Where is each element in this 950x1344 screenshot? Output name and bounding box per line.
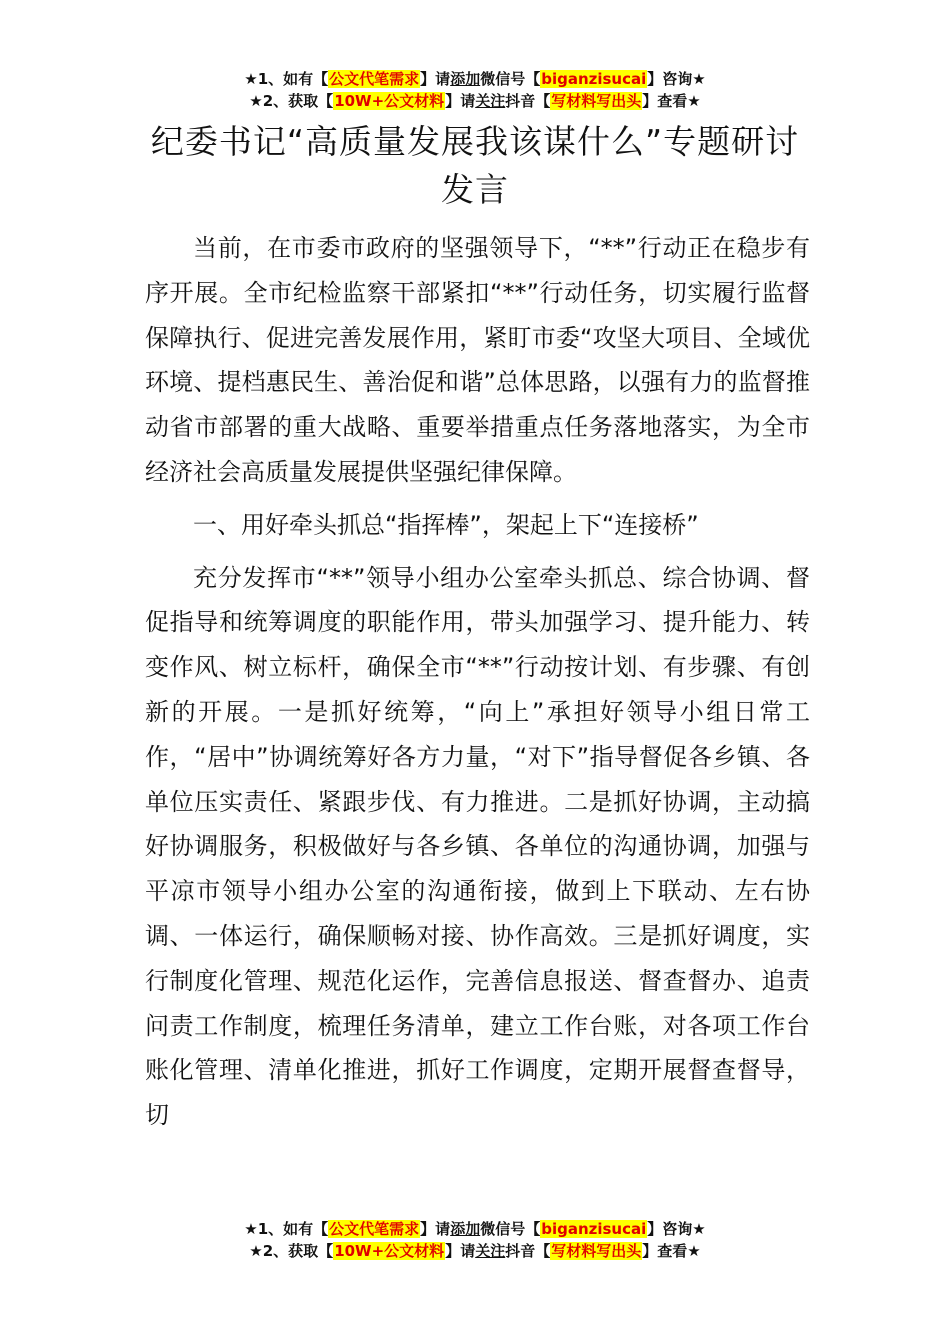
paragraph-intro: 当前，在市委市政府的坚强领导下，“**”行动正在稳步有序开展。全市纪检监察干部紧扣“**”行动任务，切实履行监督保障执行、促进完善发展作用，紧盯市委“攻坚大项目、全域优环境、提档惠民生、善治促和谐”总体思路，以强有力的监督推动省市部署的重大战略、重要举措重点任务落地落实，为全市经济社会高质量发展提供坚强纪律保障。 — [145, 234, 810, 486]
promo-text: 抖音【 — [505, 1242, 551, 1260]
promo-line-1 — [0, 68, 950, 90]
promo-text: 微信号【 — [480, 1220, 541, 1238]
promo-text: ★1、如有【 — [244, 70, 329, 88]
document-body — [145, 226, 810, 1138]
promo-underlined: 关注 — [475, 1242, 506, 1260]
promo-highlight: biganzisucai — [541, 1220, 647, 1238]
promo-highlight: 写材料写出头 — [551, 92, 642, 110]
promo-highlight: 10W+公文材料 — [334, 1242, 445, 1260]
promo-highlight: 写材料写出头 — [551, 1242, 642, 1260]
header-promo-banner — [0, 68, 950, 112]
promo-highlight: 公文代笔需求 — [329, 1220, 420, 1238]
promo-line-1 — [0, 1218, 950, 1240]
promo-underlined: 关注 — [475, 92, 506, 110]
promo-underlined: 添加 — [450, 70, 481, 88]
promo-text: 】请 — [420, 1220, 451, 1238]
promo-text: 抖音【 — [505, 92, 551, 110]
promo-text: 】咨询★ — [647, 1220, 706, 1238]
promo-text: ★2、获取【 — [249, 1242, 334, 1260]
promo-underlined: 添加 — [450, 1220, 481, 1238]
footer-promo-banner — [0, 1218, 950, 1262]
promo-text: 】请 — [445, 92, 476, 110]
promo-text: 】请 — [420, 70, 451, 88]
section-heading-1: 一、用好牵头抓总“指挥棒”，架起上下“连接桥” — [193, 510, 699, 539]
promo-highlight: 公文代笔需求 — [329, 70, 420, 88]
promo-highlight: 10W+公文材料 — [334, 92, 445, 110]
promo-text: 微信号【 — [480, 70, 541, 88]
promo-highlight: biganzisucai — [541, 70, 647, 88]
promo-text: 】请 — [445, 1242, 476, 1260]
promo-text: ★2、获取【 — [249, 92, 334, 110]
paragraph-section-1: 充分发挥市“**”领导小组办公室牵头抓总、综合协调、督促指导和统筹调度的职能作用，带头加强学习、提升能力、转变作风、树立标杆，确保全市“**”行动按计划、有步骤、有创新的开展。一是抓好统筹，“向上”承担好领导小组日常工作，“居中”协调统筹好各方力量，“对下”指导督促各乡镇、各单位压实责任、紧跟步伐、有力推进。二是抓好协调，主动搞好协调服务，积极做好与各乡镇、各单位的沟通协调，加强与平凉市领导小组办公室的沟通衔接，做到上下联动、左右协调、一体运行，确保顺畅对接、协作高效。三是抓好调度，实行制度化管理、规范化运作，完善信息报送、督查督办、追责问责工作制度，梳理任务清单，建立工作台账，对各项工作台账化管理、清单化推进，抓好工作调度，定期开展督查督导，切 — [145, 563, 810, 1130]
promo-text: ★1、如有【 — [244, 1220, 329, 1238]
promo-line-2 — [0, 1240, 950, 1262]
promo-line-2 — [0, 90, 950, 112]
document-title: 纪委书记“高质量发展我该谋什么”专题研讨发言 — [150, 122, 800, 209]
promo-text: 】咨询★ — [647, 70, 706, 88]
promo-text: 】查看★ — [642, 92, 701, 110]
promo-text: 】查看★ — [642, 1242, 701, 1260]
